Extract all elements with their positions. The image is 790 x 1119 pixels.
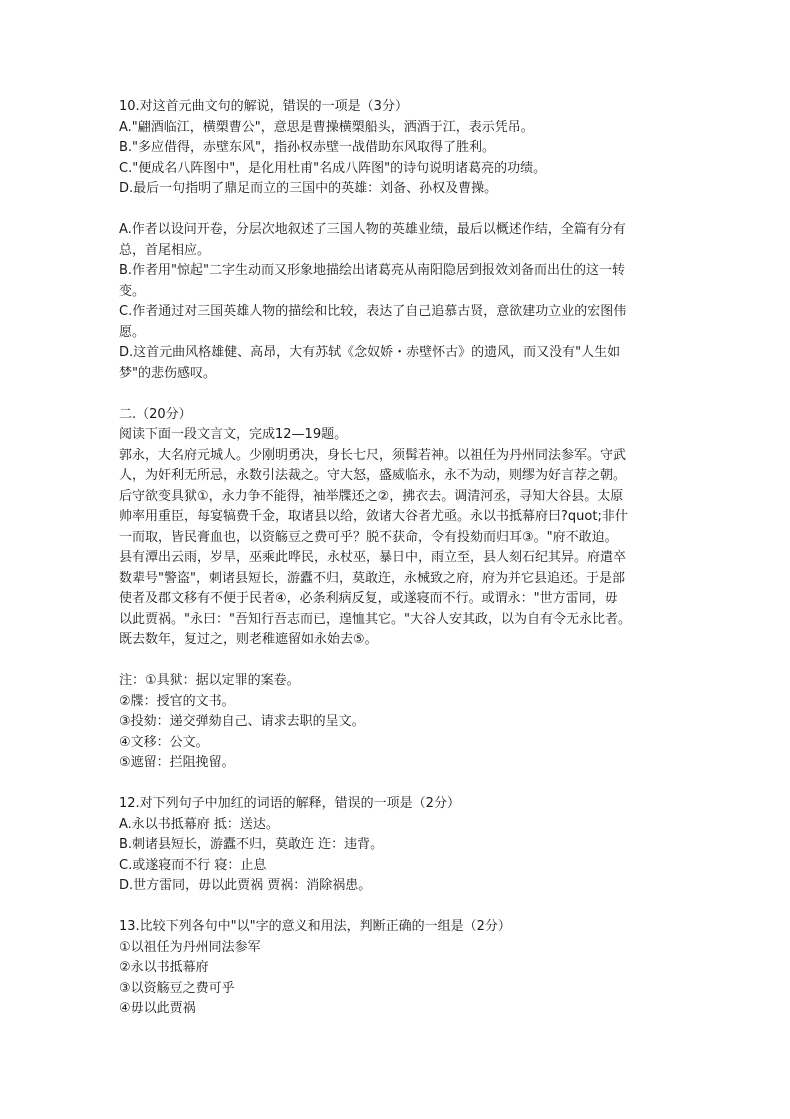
question-11-block [119, 220, 679, 384]
note-5: ⑤遮留：拦阻挽留。 [119, 755, 235, 770]
question-10-stem: 10.对这首元曲文句的解说，错误的一项是（3分） [119, 99, 408, 114]
passage-line: 后守欲变具狱①，永力争不能得，袖举牒还之②，拂衣去。调清河丞，寻知大谷县。太原 [119, 488, 624, 504]
option-a: A.作者以设问开卷，分层次地叙述了三国人物的英雄业绩，最后以概述作结，全篇有分有 [119, 222, 626, 237]
spacer [119, 774, 679, 795]
question-13-block [119, 917, 679, 1020]
option-d-cont: 梦"的悲伤感叹。 [119, 365, 216, 381]
option-b: B."多应借得，赤壁东风"，指孙权赤壁一战借助东风取得了胜利。 [119, 140, 496, 155]
passage-line: 县有潭出云雨，岁旱，巫乘此哗民，永杖巫，暴日中，雨立至，县人刻石纪其异。府遣卒 [119, 550, 627, 565]
note-2: ②牒：授官的文书。 [119, 693, 235, 709]
option-d: D.这首元曲风格雄健、高昂，大有苏轼《念奴娇・赤壁怀古》的遗风，而又没有"人生如 [119, 345, 621, 360]
note-3: ③投劾：递交弹劾自己、请求去职的呈文。 [119, 714, 365, 729]
spacer [119, 897, 679, 918]
passage-line: 既去数年，复过之，则老稚遮留如永始去⑤。 [119, 632, 378, 647]
question-13-stem: 13.比较下列各句中"以"字的意义和用法，判断正确的一组是（2分） [119, 919, 511, 934]
option-a: A."翩酒临江，横槊曹公"，意思是曹操横槊船头，洒酒于江，表示凭吊。 [119, 119, 534, 135]
option-c: C.或遂寝而不行 寝：止息 [119, 857, 267, 873]
section-heading: 二.（20分） [119, 406, 192, 422]
question-10-block [119, 97, 679, 200]
question-12-block [119, 794, 679, 897]
question-12-stem: 12.对下列句子中加红的词语的解释，错误的一项是（2分） [119, 796, 460, 811]
document-page [119, 97, 679, 1020]
sentence-1: ①以祖任为丹州同法参军 [119, 939, 261, 955]
option-a: A.永以书抵幕府 抵：送达。 [119, 816, 279, 832]
passage-line: 郭永，大名府元城人。少刚明勇决，身长七尺，须髯若神。以祖任为丹州同法参军。守武 [119, 447, 627, 463]
option-d: D.最后一句指明了鼎足而立的三国中的英雄：刘备、孙权及曹操。 [119, 181, 498, 196]
passage-line: 帅率用重臣，每宴犒费千金，取诸县以给，敛诸大谷者尤亟。永以书抵幕府曰?quot;非什 [119, 509, 628, 524]
sentence-2: ②永以书抵幕府 [119, 960, 209, 975]
passage-line: 一而取，皆民膏血也，以资觞豆之费可乎？脱不获命，令有投劾而归耳③。"府不敢迫。 [119, 529, 618, 545]
spacer [119, 200, 679, 221]
option-c: C."便成名八阵图中"，是化用杜甫"名成八阵图"的诗句说明诸葛亮的功绩。 [119, 160, 547, 176]
note-4: ④文移：公文。 [119, 734, 209, 750]
section-2-block [119, 405, 679, 651]
option-c-cont: 愿。 [119, 324, 146, 340]
spacer [119, 384, 679, 405]
option-c: C.作者通过对三国英雄人物的描绘和比较，表达了自己追慕古贤，意欲建功立业的宏图伟 [119, 304, 627, 319]
option-b: B.作者用"惊起"二字生动而又形象地描绘出诸葛亮从南阳隐居到报效刘备而出仕的这一转 [119, 263, 626, 278]
note-1: 注：①具狱：据以定罪的案卷。 [119, 673, 300, 688]
passage-line: 使者及郡文移有不便于民者④，必条利病反复，或遂寝而不行。或谓永："世方雷同，毋 [119, 591, 618, 606]
option-a-cont: 总，首尾相应。 [119, 242, 211, 258]
passage-line: 人，为奸利无所忌，永数引法裁之。守大怒，盛威临永，永不为动，则缪为好言荐之朝。 [119, 468, 627, 483]
notes-block [119, 671, 679, 774]
passage-line: 数辈号"警盗"，刺诸县短长，游蠹不归，莫敢迕，永械致之府，府为并它县追还。于是部 [119, 570, 625, 586]
spacer [119, 651, 679, 672]
option-b-cont: 变。 [119, 283, 146, 299]
section-instruction: 阅读下面一段文言文，完成12—19题。 [119, 427, 348, 442]
option-d: D.世方雷同，毋以此贾祸 贾祸：消除祸患。 [119, 878, 372, 893]
passage-line: 以此贾祸。"永曰："吾知行吾志而已，遑恤其它。"大谷人安其政，以为自有令无永比者。 [119, 611, 631, 627]
sentence-3: ③以资觞豆之费可乎 [119, 980, 235, 996]
sentence-4: ④毋以此贾祸 [119, 1001, 196, 1016]
option-b: B.刺诸县短长，游蠹不归，莫敢迕 迕：违背。 [119, 837, 384, 852]
